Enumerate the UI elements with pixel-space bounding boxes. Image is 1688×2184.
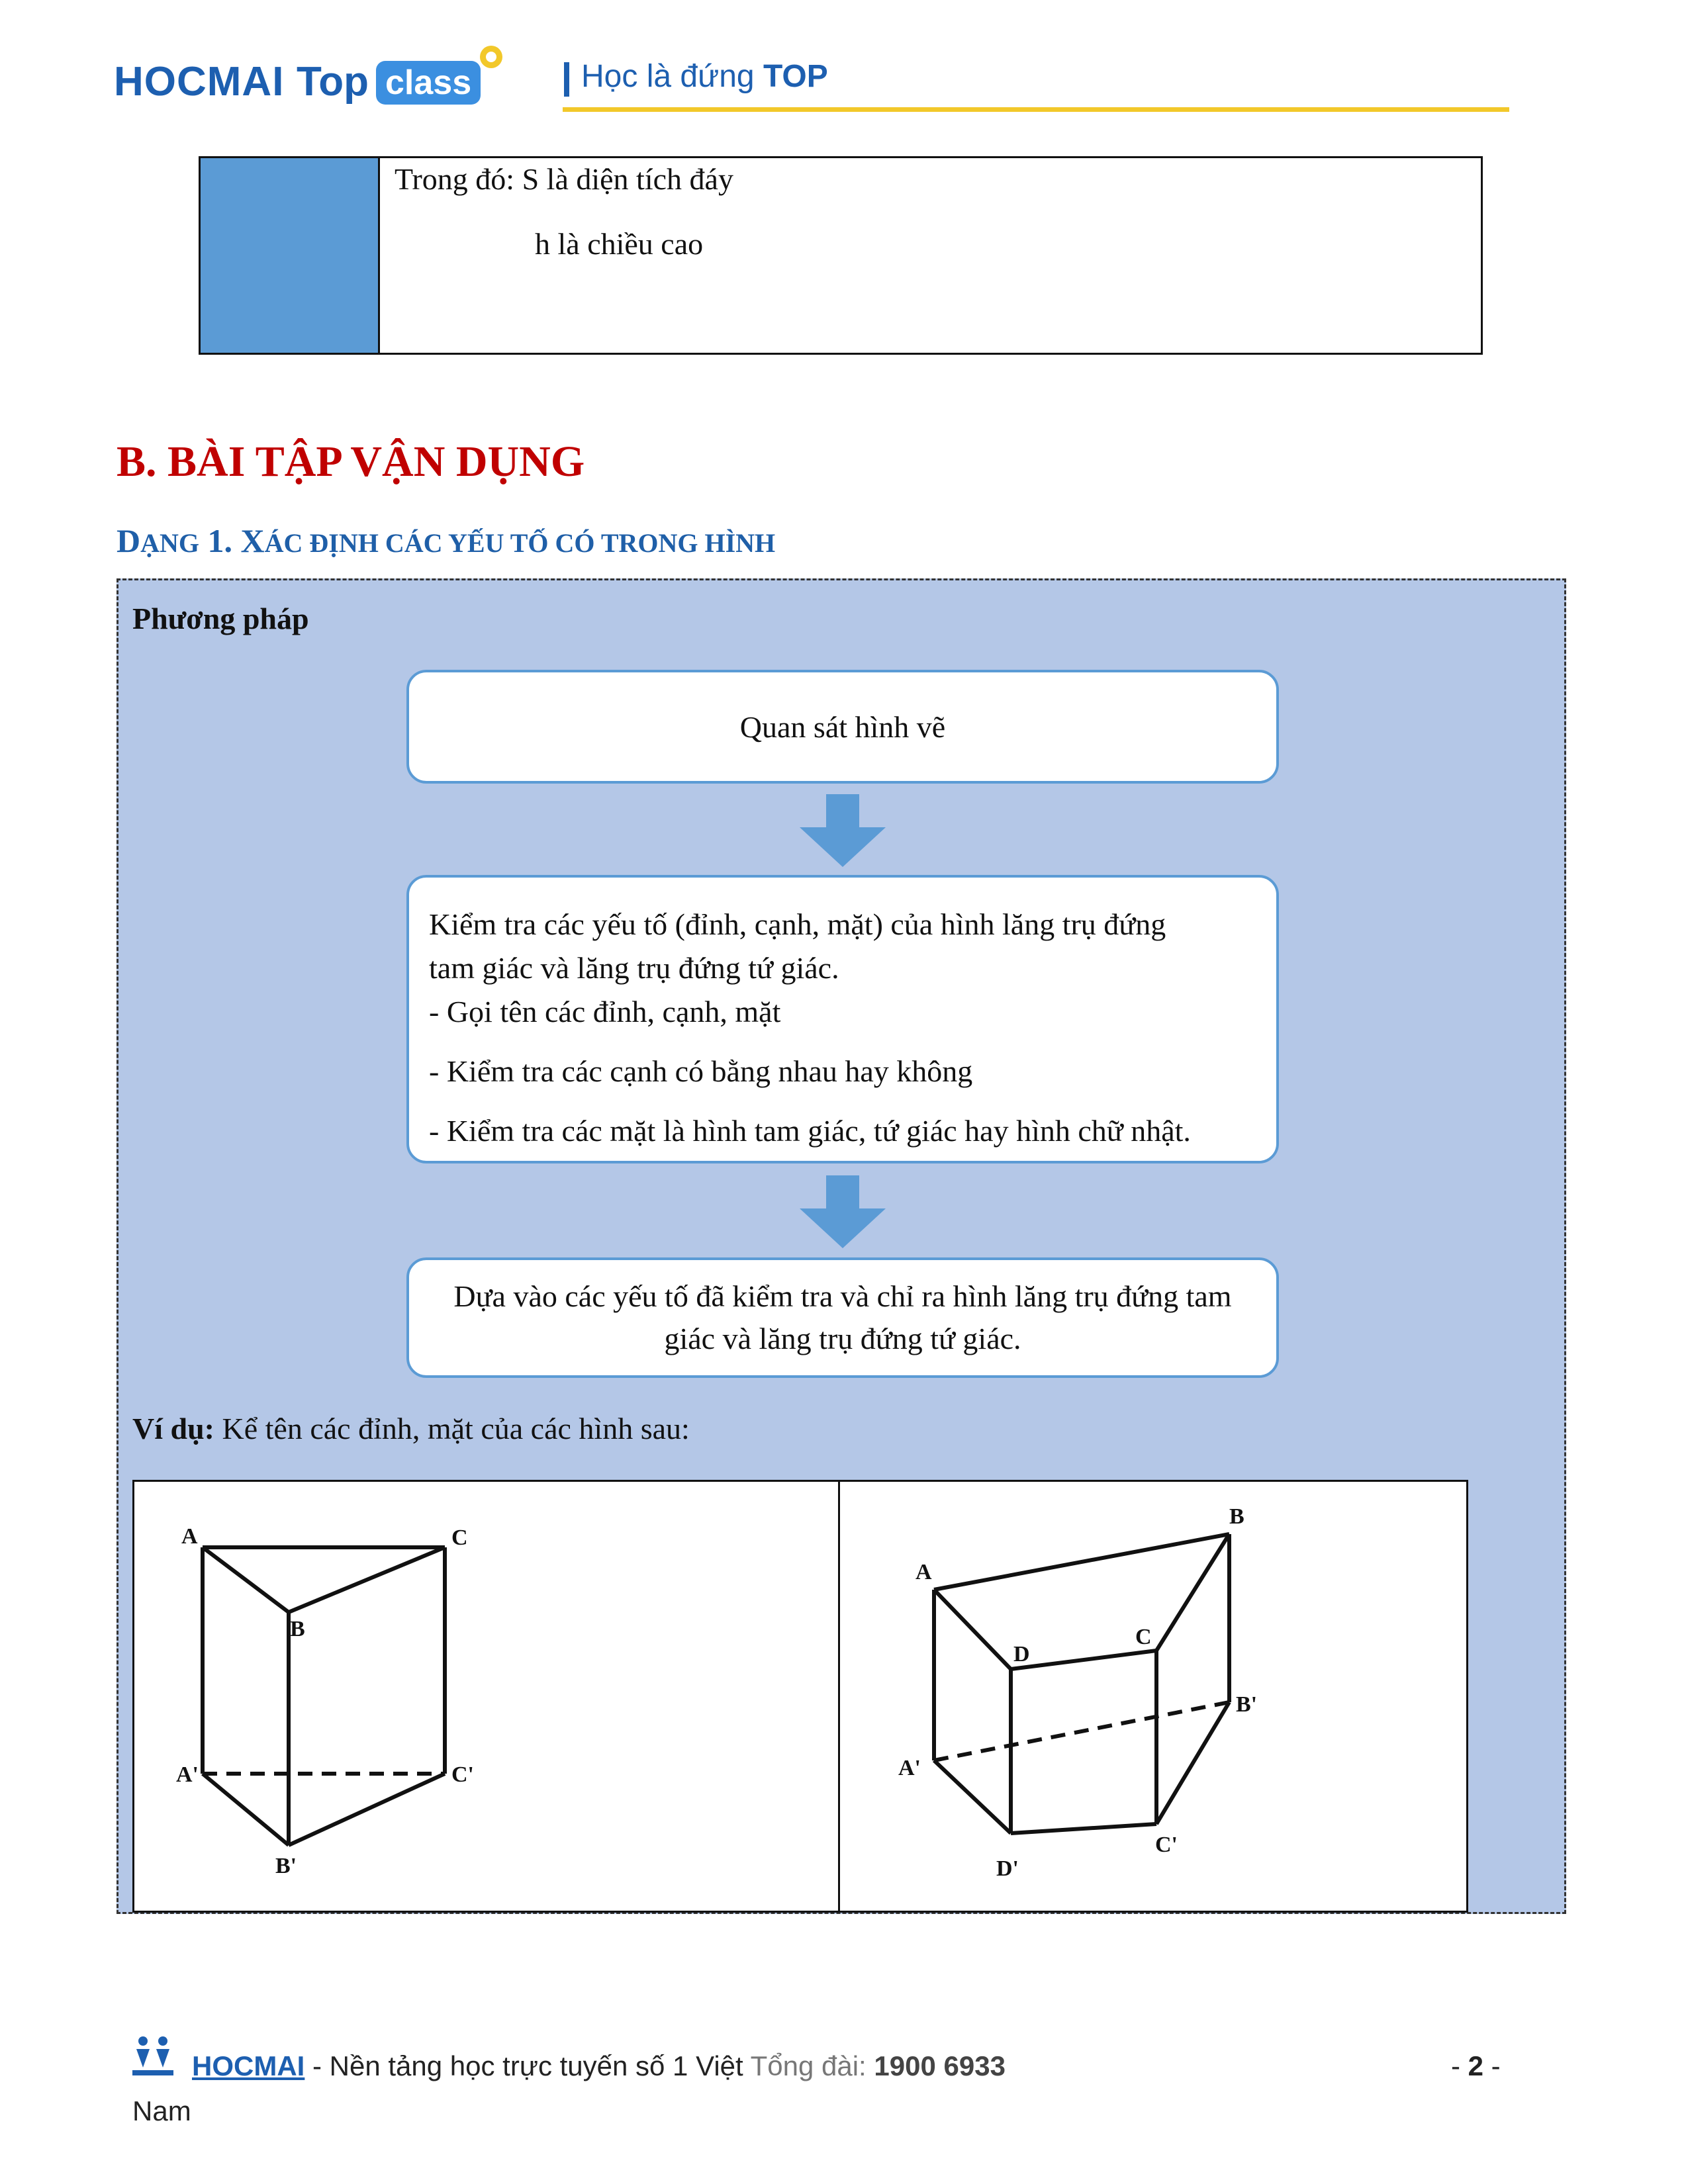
dang-title-ang: ẠNG: [140, 528, 199, 558]
logo-hocmai: HOCMAI: [114, 59, 285, 105]
page-number-suffix: -: [1483, 2050, 1501, 2081]
flow-step-1-text: Quan sát hình vẽ: [739, 709, 946, 744]
label-a1: A': [898, 1756, 921, 1780]
example-text: Kể tên các đỉnh, mặt của các hình sau:: [214, 1412, 690, 1445]
label-a: A: [181, 1524, 198, 1549]
example-label: Ví dụ:: [132, 1412, 214, 1445]
label-d: D: [1013, 1642, 1030, 1666]
dang-title-rest: ÁC ĐỊNH CÁC YẾU TỐ CÓ TRONG HÌNH: [264, 528, 776, 558]
edge-a1d1: [934, 1760, 1011, 1833]
logo-class: class: [376, 61, 481, 105]
edge-ab: [934, 1534, 1229, 1590]
flow-step-2-line-5: - Kiểm tra các mặt là hình tam giác, tứ giác hay hình chữ nhật.: [429, 1114, 1191, 1148]
flow-step-1: [406, 670, 1279, 784]
slogan-top: TOP: [763, 59, 828, 94]
edge-a1b1: [203, 1774, 289, 1845]
hocmai-footer-icon: [130, 2033, 176, 2079]
footer-hotline-label: Tổng đài:: [750, 2050, 874, 2081]
section-title: B. BÀI TẬP VẬN DỤNG: [117, 437, 585, 486]
triangular-prism-figure: [132, 1480, 838, 1913]
flow-step-3-line-2: giác và lăng trụ đứng tứ giác.: [664, 1322, 1021, 1355]
slogan-divider: [564, 62, 569, 97]
formula-table: [199, 156, 1483, 355]
label-d1: D': [996, 1856, 1019, 1881]
label-c1: C': [451, 1762, 474, 1787]
footer-tagline-cont: Nam: [132, 2095, 191, 2126]
footer-brand-link[interactable]: HOCMAI: [192, 2050, 305, 2081]
label-a: A: [915, 1560, 932, 1584]
label-b1: B': [1236, 1692, 1258, 1717]
arrow-down-icon: [800, 794, 886, 867]
page-number-value: 2: [1468, 2050, 1484, 2081]
label-b: B: [1229, 1504, 1244, 1529]
flow-step-2: [406, 875, 1279, 1163]
edge-dc: [1011, 1651, 1156, 1669]
arrow-down-icon: [800, 1175, 886, 1248]
edge-bc: [289, 1547, 445, 1612]
star-icon: [478, 44, 504, 70]
slogan: [581, 58, 828, 95]
logo-top: Top: [297, 59, 369, 105]
example-prompt: [132, 1411, 690, 1446]
footer-text: [192, 2050, 1006, 2082]
footer-phone: 1900 6933: [874, 2050, 1006, 2081]
header-underline: [563, 107, 1509, 112]
dang-title: [117, 522, 775, 560]
slogan-prefix: Học là đứng: [581, 59, 755, 94]
flow-step-2-line-4: - Kiểm tra các cạnh có bằng nhau hay không: [429, 1054, 973, 1088]
method-title: Phương pháp: [132, 602, 309, 635]
footer-tagline: - Nền tảng học trực tuyến số 1 Việt: [305, 2050, 751, 2081]
edge-b1c1: [289, 1774, 445, 1845]
flow-step-2-line-2: tam giác và lăng trụ đứng tứ giác.: [429, 951, 839, 985]
formula-table-label-cell: [199, 156, 380, 355]
edge-ad: [934, 1590, 1011, 1669]
label-c: C: [1135, 1625, 1152, 1649]
dang-title-num: 1. X: [199, 522, 265, 559]
edge-c1b1: [1156, 1702, 1229, 1824]
formula-line-2: h là chiều cao: [535, 227, 704, 261]
label-c: C: [451, 1525, 468, 1550]
flow-step-3-line-1: Dựa vào các yếu tố đã kiểm tra và chỉ ra hình lăng trụ đứng tam: [453, 1279, 1232, 1313]
flow-step-3: [406, 1257, 1279, 1378]
edge-ab: [203, 1547, 289, 1612]
page-number: [1451, 2050, 1501, 2082]
label-a1: A': [176, 1762, 199, 1787]
page-number-prefix: -: [1451, 2050, 1468, 2081]
flow-step-2-line-3: - Gọi tên các đỉnh, cạnh, mặt: [429, 995, 781, 1028]
label-b: B: [290, 1617, 305, 1641]
label-b1: B': [275, 1854, 297, 1878]
edge-cb: [1156, 1534, 1229, 1651]
flow-step-2-line-1: Kiểm tra các yếu tố (đỉnh, cạnh, mặt) của hình lăng trụ đứng: [429, 907, 1166, 941]
label-c1: C': [1155, 1833, 1178, 1857]
dang-title-d: D: [117, 522, 141, 559]
edge-d1c1: [1011, 1824, 1156, 1833]
edge-a1b1-hidden: [934, 1702, 1229, 1760]
formula-line-1: Trong đó: S là diện tích đáy: [395, 162, 733, 196]
quadrilateral-prism-figure: [840, 1480, 1468, 1913]
